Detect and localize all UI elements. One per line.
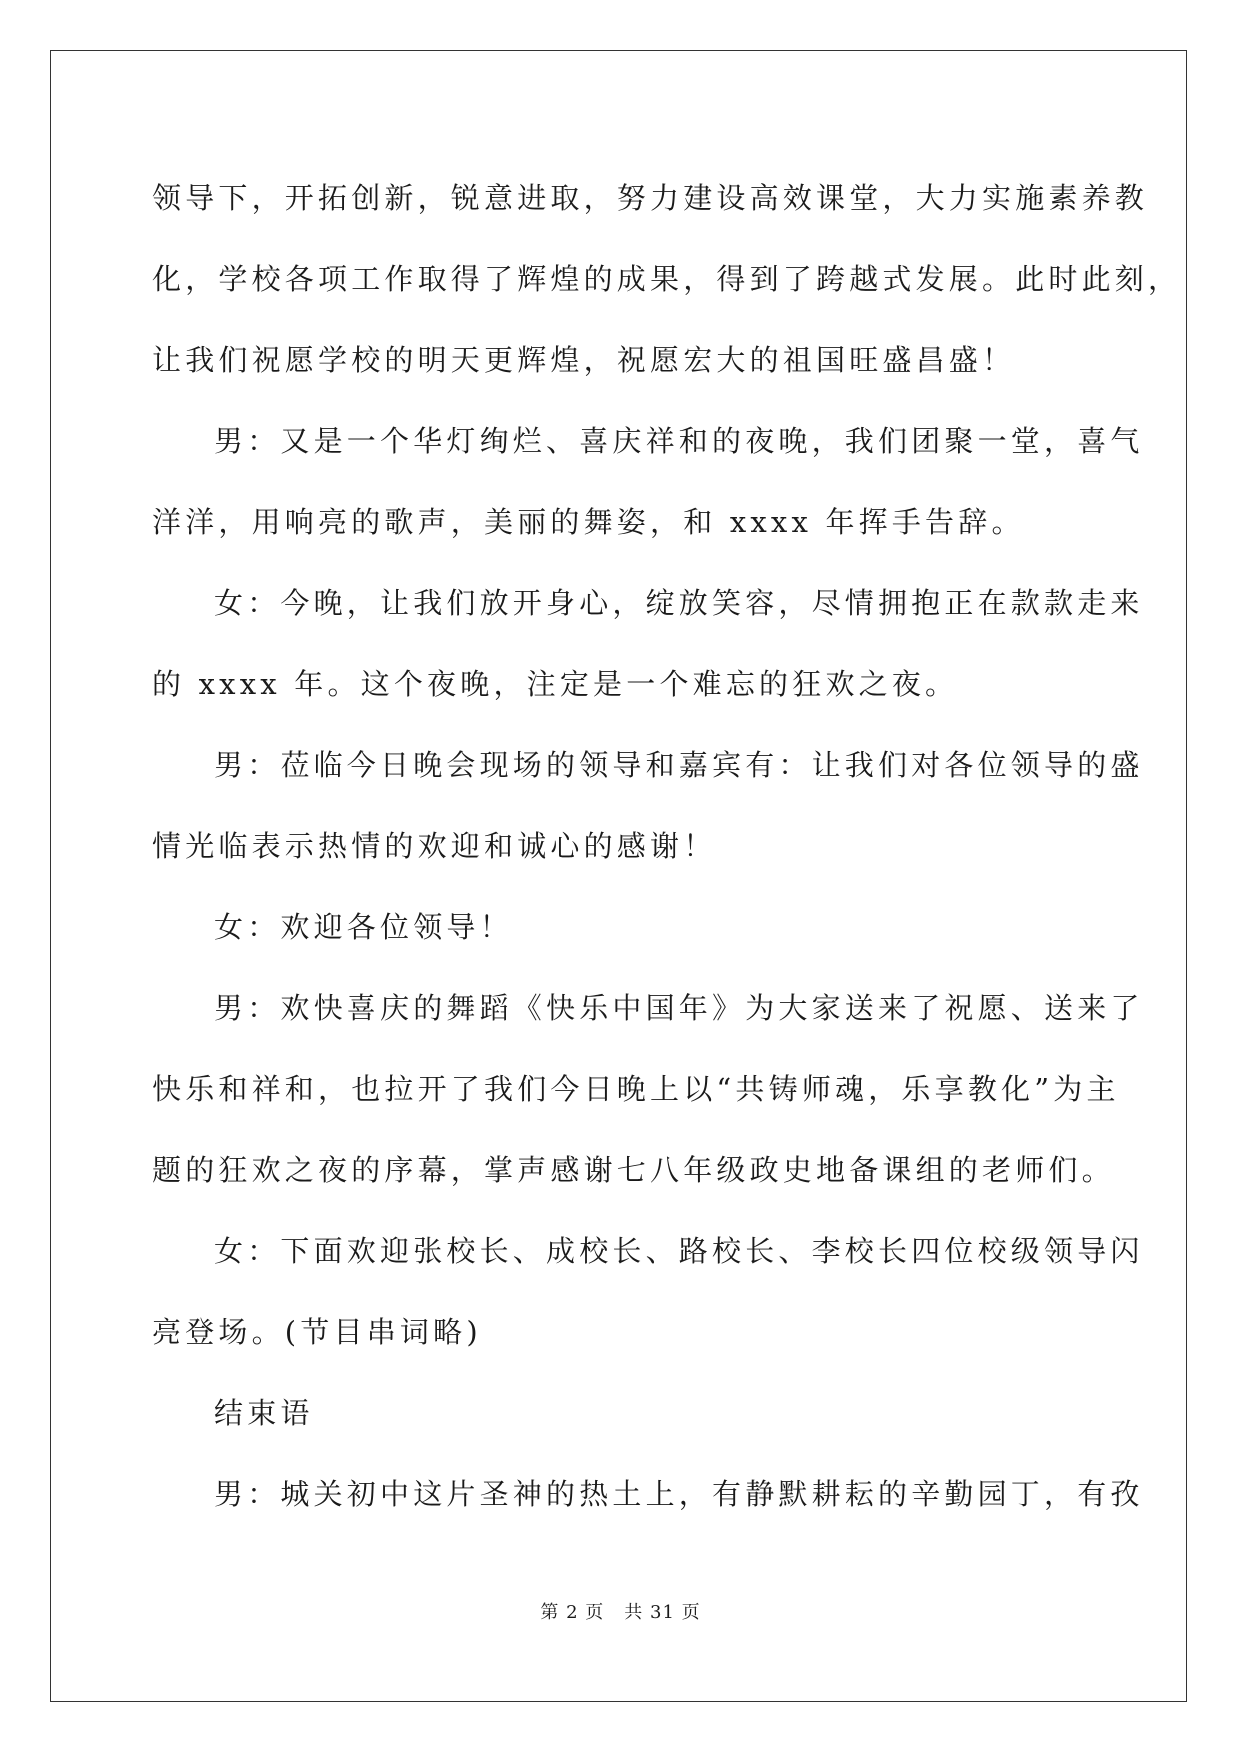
text-line: 亮登场。(节目串词略) [152,1315,482,1349]
text-line: 男：莅临今日晚会现场的领导和嘉宾有：让我们对各位领导的盛 [214,748,1144,782]
text-line: 女：今晚，让我们放开身心，绽放笑容，尽情拥抱正在款款走来 [214,586,1144,620]
text-line: 让我们祝愿学校的明天更辉煌，祝愿宏大的祖国旺盛昌盛！ [152,343,1016,377]
text-line: 女：下面欢迎张校长、成校长、路校长、李校长四位校级领导闪 [214,1234,1144,1268]
page-number: 第 2 页 [540,1602,605,1623]
document-body [152,158,1182,1535]
page-total: 共 31 页 [624,1602,701,1623]
text-line: 男：又是一个华灯绚烂、喜庆祥和的夜晚，我们团聚一堂，喜气 [214,424,1144,458]
text-line: 情光临表示热情的欢迎和诚心的感谢！ [152,829,717,863]
page-footer [0,1598,1241,1624]
text-line: 男：城关初中这片圣神的热土上，有静默耕耘的辛勤园丁，有孜 [214,1477,1144,1511]
text-line: 女：欢迎各位领导！ [214,910,513,944]
text-line: 男：欢快喜庆的舞蹈《快乐中国年》为大家送来了祝愿、送来了 [214,991,1144,1025]
text-line: 领导下，开拓创新，锐意进取，努力建设高效课堂，大力实施素养教 [152,181,1149,215]
section-heading: 结束语 [214,1396,314,1430]
text-line: 的 xxxx 年。这个夜晚，注定是一个难忘的狂欢之夜。 [152,667,959,701]
text-line: 洋洋，用响亮的歌声，美丽的舞姿，和 xxxx 年挥手告辞。 [152,505,1025,539]
text-line: 化，学校各项工作取得了辉煌的成果，得到了跨越式发展。此时此刻， [152,262,1182,296]
text-line: 快乐和祥和，也拉开了我们今日晚上以“共铸师魂，乐享教化”为主 [152,1072,1120,1106]
text-line: 题的狂欢之夜的序幕，掌声感谢七八年级政史地备课组的老师们。 [152,1153,1115,1187]
